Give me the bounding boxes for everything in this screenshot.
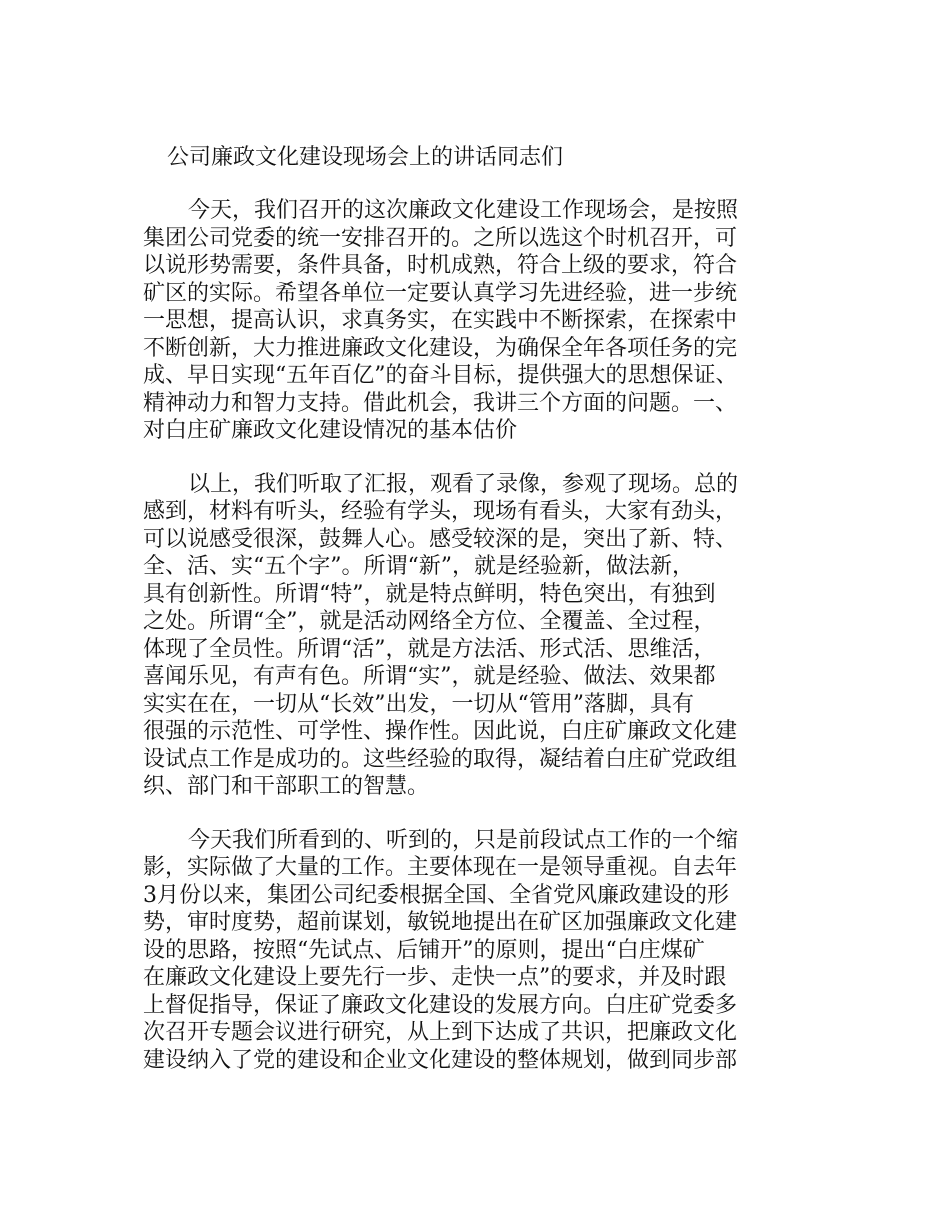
paragraph-3 [143, 827, 827, 1075]
paragraph-line: 设试点工作是成功的。这些经验的取得，凝结着白庄矿党政组 [143, 746, 738, 772]
document-body [143, 143, 827, 1100]
paragraph-line: 成、早日实现“五年百亿”的奋斗目标，提供强大的思想保证、 [143, 363, 738, 388]
paragraph-line: 具有创新性。所谓“特”，就是特点鲜明，特色突出，有独到 [143, 581, 716, 607]
paragraph-line: 实实在在，一切从“长效”出发，一切从“管用”落脚，具有 [143, 691, 694, 717]
paragraph-line: 喜闻乐见，有声有色。所谓“实”，就是经验、做法、效果都 [143, 664, 716, 689]
paragraph-line: 在廉政文化建设上要先行一步、走快一点”的要求，并及时跟 [143, 965, 727, 990]
paragraph-line: 上督促指导，保证了廉政文化建设的发展方向。白庄矿党委多 [143, 992, 738, 1018]
paragraph-2 [143, 471, 827, 801]
paragraph-line: 集团公司党委的统一安排召开的。之所以选这个时机召开，可 [143, 225, 738, 251]
paragraph-line: 之处。所谓“全”，就是活动网络全方位、全覆盖、全过程， [143, 609, 716, 634]
paragraph-line: 矿区的实际。希望各单位一定要认真学习先进经验，进一步统 [143, 280, 738, 306]
paragraph-line: 今天我们所看到的、听到的，只是前段试点工作的一个缩 [188, 827, 739, 853]
paragraph-line: 织、部门和干部职工的智慧。 [143, 774, 430, 799]
paragraph-line: 以上，我们听取了汇报，观看了录像，参观了现场。总的 [188, 471, 739, 497]
paragraph-line: 次召开专题会议进行研究，从上到下达成了共识，把廉政文化 [143, 1020, 738, 1045]
paragraph-line: 全、活、实“五个字”。所谓“新”，就是经验新，做法新， [143, 554, 694, 579]
paragraph-line: 不断创新，大力推进廉政文化建设，为确保全年各项任务的完 [143, 335, 738, 361]
paragraph-line: 一思想，提高认识，求真务实，在实践中不断探索，在探索中 [143, 308, 738, 333]
paragraph-line: 今天，我们召开的这次廉政文化建设工作现场会，是按照 [188, 198, 739, 223]
paragraph-line: 设的思路，按照“先试点、后铺开”的原则，提出“白庄煤矿 [143, 937, 705, 963]
paragraph-line: 对白庄矿廉政文化建设情况的基本估价 [143, 418, 518, 443]
paragraph-line: 可以说感受很深，鼓舞人心。感受较深的是，突出了新、特、 [143, 526, 738, 552]
paragraph-line: 建设纳入了党的建设和企业文化建设的整体规划，做到同步部 [143, 1047, 738, 1073]
paragraph-line: 体现了全员性。所谓“活”，就是方法活、形式活、思维活， [143, 636, 716, 662]
paragraph-line: 以说形势需要，条件具备，时机成熟，符合上级的要求，符合 [143, 253, 738, 278]
paragraph-line: 感到，材料有听头，经验有学头，现场有看头，大家有劲头， [143, 499, 738, 524]
paragraph-line: 精神动力和智力支持。借此机会，我讲三个方面的问题。一、 [143, 390, 738, 416]
paragraph-line: 影，实际做了大量的工作。主要体现在一是领导重视。自去年 [143, 855, 738, 880]
paragraph-line: 3月份以来，集团公司纪委根据全国、全省党风廉政建设的形 [143, 882, 729, 908]
paragraph-1 [143, 197, 827, 445]
document-title: 公司廉政文化建设现场会上的讲话同志们 [167, 145, 564, 170]
paragraph-line: 势，审时度势，超前谋划，敏锐地提出在矿区加强廉政文化建 [143, 910, 738, 935]
paragraph-line: 很强的示范性、可学性、操作性。因此说，白庄矿廉政文化建 [143, 719, 738, 744]
